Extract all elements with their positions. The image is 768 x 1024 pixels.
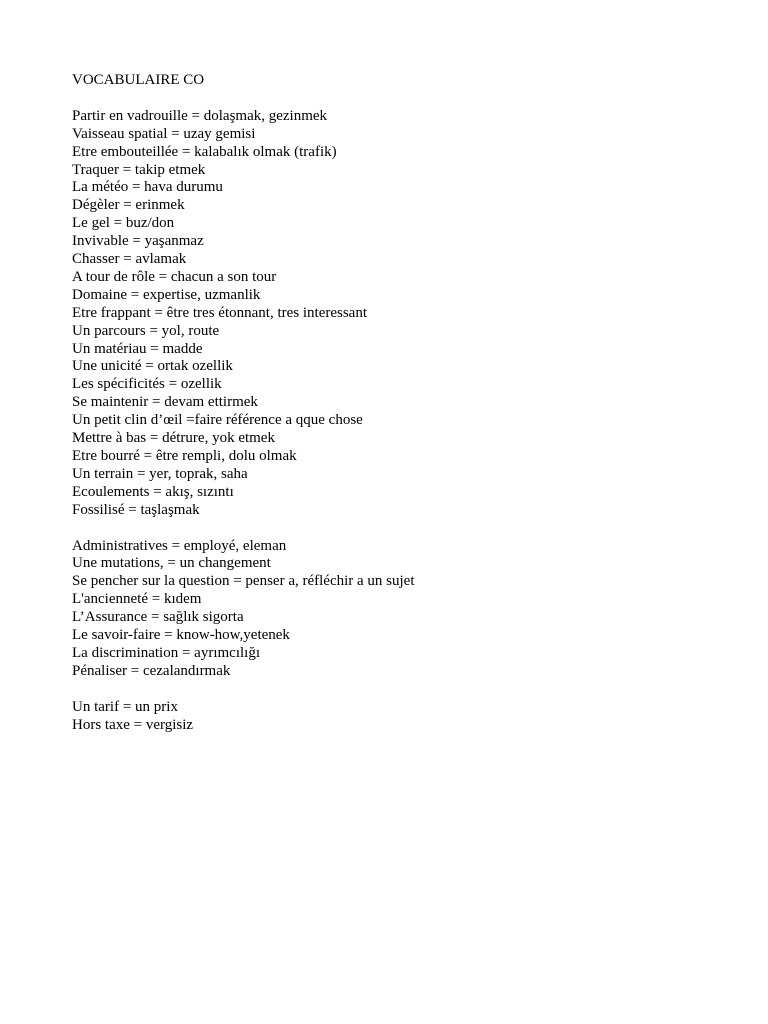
vocabulary-entry: Traquer = takip etmek xyxy=(72,161,206,178)
vocabulary-section xyxy=(72,538,712,681)
paragraph-gap xyxy=(72,681,712,699)
vocabulary-entry: Une mutations, = un changement xyxy=(72,555,271,572)
vocabulary-entry: Dégèler = erinmek xyxy=(72,197,185,214)
vocabulary-entry: La discrimination = ayrımcılığı xyxy=(72,644,260,661)
document-title: VOCABULAIRE CO xyxy=(72,72,205,88)
vocabulary-entry: La météo = hava durumu xyxy=(72,179,223,196)
vocabulary-entry: L'ancienneté = kıdem xyxy=(72,591,202,608)
vocabulary-entry: Pénaliser = cezalandırmak xyxy=(72,662,231,679)
vocabulary-entry: Etre embouteillée = kalabalık olmak (trafik) xyxy=(72,143,337,160)
vocabulary-entry: Fossilisé = taşlaşmak xyxy=(72,501,200,518)
vocabulary-entry: L’Assurance = sağlık sigorta xyxy=(72,609,244,626)
vocabulary-entry: Ecoulements = akış, sızıntı xyxy=(72,483,234,500)
vocabulary-entry: Domaine = expertise, uzmanlik xyxy=(72,286,261,303)
vocabulary-entry: Se maintenir = devam ettirmek xyxy=(72,394,258,411)
vocabulary-entry: Invivable = yaşanmaz xyxy=(72,233,204,250)
vocabulary-sections xyxy=(72,108,712,735)
vocabulary-entry: Se pencher sur la question = penser a, réfléchir a un sujet xyxy=(72,573,415,590)
vocabulary-entry: Hors taxe = vergisiz xyxy=(72,716,194,733)
paragraph-gap xyxy=(72,90,712,108)
vocabulary-entry: Un parcours = yol, route xyxy=(72,322,220,339)
vocabulary-entry: Un tarif = un prix xyxy=(72,698,178,715)
vocabulary-entry: Etre frappant = être tres étonnant, tres interessant xyxy=(72,304,368,321)
vocabulary-section xyxy=(72,108,712,520)
document-body xyxy=(72,72,712,734)
vocabulary-entry: Partir en vadrouille = dolaşmak, gezinmek xyxy=(72,107,328,124)
vocabulary-section xyxy=(72,699,712,735)
vocabulary-entry: Chasser = avlamak xyxy=(72,251,187,268)
vocabulary-entry: A tour de rôle = chacun a son tour xyxy=(72,268,277,285)
vocabulary-entry: Un petit clin d’œil =faire référence a qque chose xyxy=(72,412,363,429)
vocabulary-entry: Un terrain = yer, toprak, saha xyxy=(72,465,248,482)
vocabulary-entry: Une unicité = ortak ozellik xyxy=(72,358,233,375)
vocabulary-entry: Le gel = buz/don xyxy=(72,215,175,232)
vocabulary-entry: Etre bourré = être rempli, dolu olmak xyxy=(72,448,297,465)
vocabulary-entry: Le savoir-faire = know-how,yetenek xyxy=(72,627,290,644)
vocabulary-entry: Administratives = employé, eleman xyxy=(72,537,287,554)
paragraph-gap xyxy=(72,520,712,538)
vocabulary-entry: Les spécificités = ozellik xyxy=(72,376,222,393)
vocabulary-entry: Vaisseau spatial = uzay gemisi xyxy=(72,125,256,142)
vocabulary-entry: Mettre à bas = détrure, yok etmek xyxy=(72,430,275,447)
vocabulary-entry: Un matériau = madde xyxy=(72,340,203,357)
